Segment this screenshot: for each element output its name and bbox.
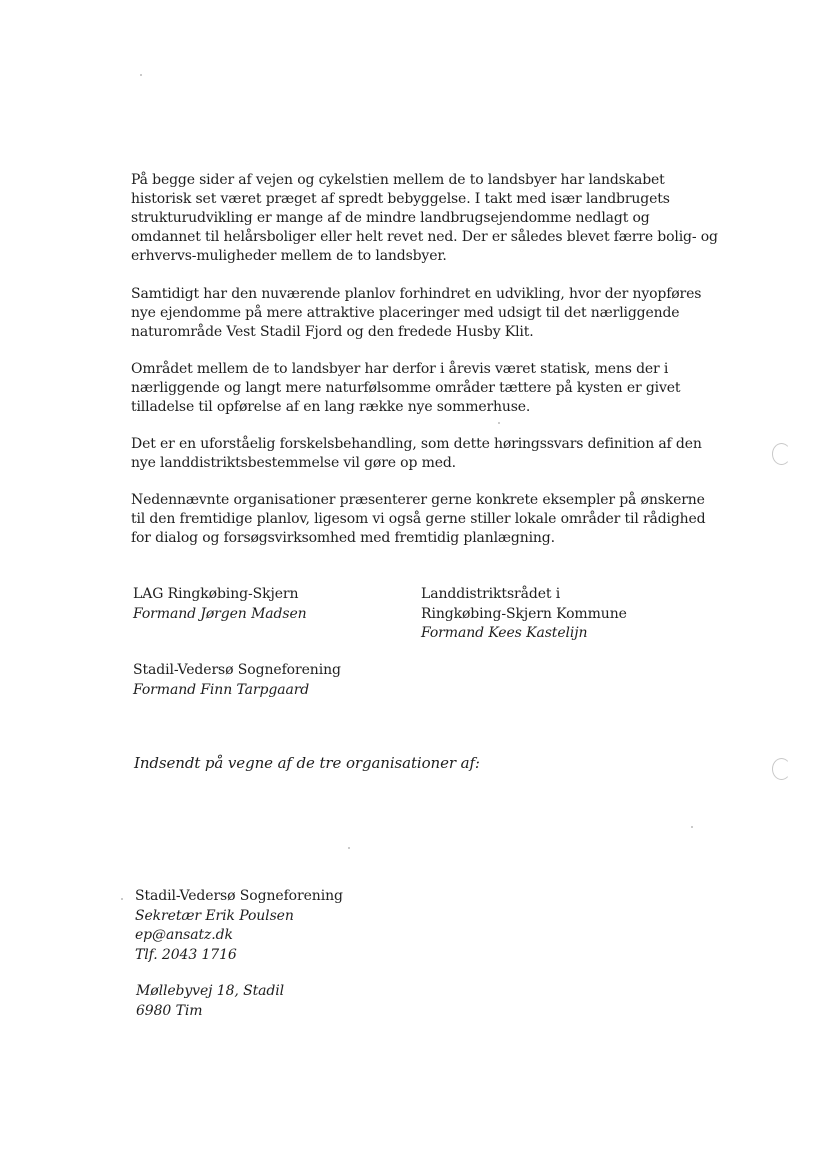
sender-city: 6980 Tim (136, 1002, 203, 1019)
signatory-sogn-org: Stadil-Vedersø Sogneforening (133, 662, 341, 678)
sender-street: Møllebyvej 18, Stadil (136, 983, 284, 999)
paragraph-organisations: Nedennævnte organisationer præsenterer gerne konkrete eksempler på ønskerne til den fremtidige planlov, ligesom vi også gerne stiller lokale områder til rådighed for dialog og forsøgsvirksomhed med fremtidig planlægning. (131, 492, 706, 546)
scan-speck (348, 847, 350, 849)
signatory-ldr-org-line2: Ringkøbing-Skjern Kommune (421, 605, 627, 622)
punch-hole-mark (772, 758, 791, 780)
sender-person: Sekretær Erik Poulsen (135, 907, 294, 924)
sender-email: ep@ansatz.dk (135, 927, 233, 943)
signatory-ldr-person: Formand Kees Kastelijn (421, 625, 588, 641)
signatory-lag-org: LAG Ringkøbing-Skjern (133, 586, 299, 602)
submitted-by-line: Indsendt på vegne af de tre organisationer af: (134, 754, 480, 772)
signatory-sogn-person: Formand Finn Tarpgaard (133, 681, 310, 698)
paragraph-static-area: Området mellem de to landsbyer har derfor i årevis været statisk, mens der i nærliggende og langt mere naturfølsomme områder tættere på kysten er givet tilladelse til opførelse af en lang række nye sommerhuse. (131, 361, 681, 415)
sender-block (135, 887, 343, 965)
scan-speck (691, 826, 693, 828)
signatory-landdistriktsraadet (421, 585, 627, 644)
signatory-lag (133, 585, 307, 624)
sender-org: Stadil-Vedersø Sogneforening (135, 888, 343, 904)
signatory-ldr-org-line1: Landdistriktsrådet i (421, 586, 561, 602)
paragraph-discrimination: Det er en uforståelig forskelsbehandling, som dette høringssvars definition af den nye landdistriktsbestemmelse vil gøre op med. (131, 436, 702, 471)
paragraph-landscape: På begge sider af vejen og cykelstien mellem de to landsbyer har landskabet historisk set været præget af spredt bebyggelse. I takt med især landbrugets strukturudvikling er mange af de mindre landbrugsejendomme nedlagt og omdannet til helårsboliger eller helt revet ned. Der er således blevet færre bolig- og erhvervs-muligheder mellem de to landsbyer. (131, 172, 718, 264)
signatory-sogneforening (133, 661, 341, 700)
scan-speck (140, 74, 142, 76)
scan-speck (498, 422, 500, 424)
punch-hole-mark (772, 443, 791, 465)
sender-address (136, 982, 284, 1021)
sender-phone: Tlf. 2043 1716 (135, 946, 237, 963)
paragraph-planning-law: Samtidigt har den nuværende planlov forhindret en udvikling, hvor der nyopføres nye ejendomme på mere attraktive placeringer med udsigt til det nærliggende naturområde Vest Stadil Fjord og den fredede Husby Klit. (131, 286, 702, 340)
signatory-lag-person: Formand Jørgen Madsen (133, 605, 307, 622)
scan-speck (121, 898, 123, 900)
